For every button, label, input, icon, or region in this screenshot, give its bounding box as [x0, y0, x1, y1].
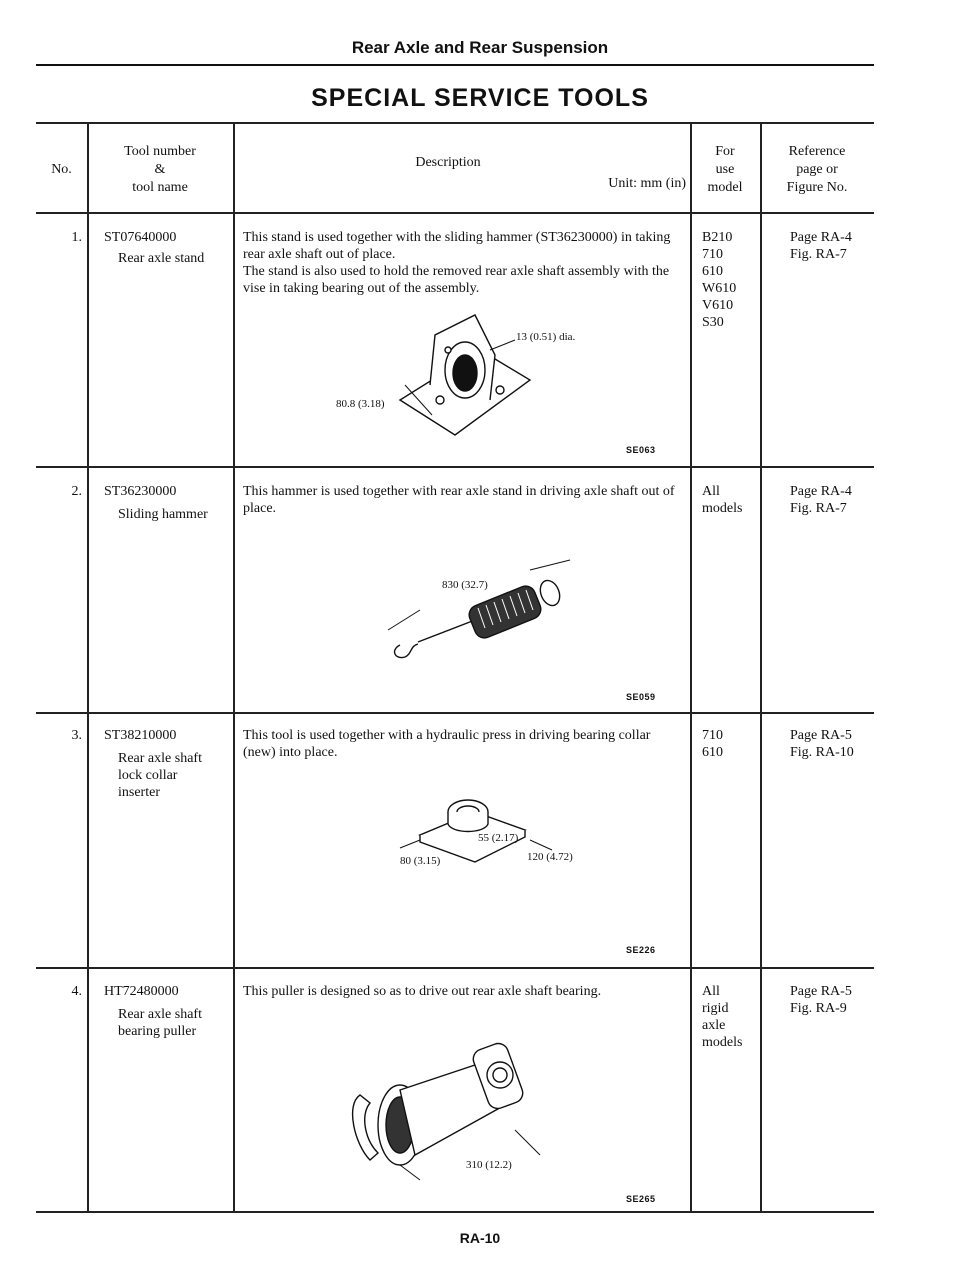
- col-header-reference: Reference page or Figure No.: [786, 144, 848, 195]
- header-rule: [36, 64, 874, 66]
- bearing-puller-illustration: [340, 1035, 560, 1185]
- tool-name: Sliding hammer: [118, 507, 208, 522]
- figure-code: SE059: [626, 692, 656, 702]
- use-models: All rigid axle models: [702, 984, 743, 1050]
- tool-description: This hammer is used together with rear axle stand in driving axle shaft out of place.: [243, 484, 675, 516]
- use-models: B210 710 610 W610 V610 S30: [702, 230, 737, 330]
- reference: Page RA-4 Fig. RA-7: [790, 230, 852, 262]
- reference: Page RA-5 Fig. RA-10: [790, 728, 854, 760]
- reference: Page RA-5 Fig. RA-9: [790, 984, 852, 1016]
- col-divider-4: [760, 122, 762, 1212]
- dimension-label: 80.8 (3.18): [336, 398, 385, 410]
- tool-number: ST07640000: [104, 230, 177, 245]
- dimension-label: 830 (32.7): [442, 579, 488, 591]
- row-rule-2: [36, 712, 874, 714]
- row-number: 3.: [71, 728, 82, 743]
- dimension-label: 310 (12.2): [466, 1159, 512, 1171]
- row-number: 2.: [71, 484, 82, 499]
- page-title: SPECIAL SERVICE TOOLS: [311, 84, 649, 112]
- tool-number: ST36230000: [104, 484, 177, 499]
- use-models: All models: [702, 484, 743, 516]
- tool-description: This tool is used together with a hydraulic press in driving bearing collar (new) into place.: [243, 728, 651, 760]
- reference: Page RA-4 Fig. RA-7: [790, 484, 852, 516]
- tool-number: HT72480000: [104, 984, 179, 999]
- table-top-rule: [36, 122, 874, 124]
- row-number: 4.: [71, 984, 82, 999]
- col-header-tool: Tool number & tool name: [124, 144, 196, 195]
- row-rule-3: [36, 967, 874, 969]
- row-number: 1.: [71, 230, 82, 245]
- sliding-hammer-illustration: [380, 560, 580, 670]
- tool-name: Rear axle shaft bearing puller: [118, 1007, 202, 1039]
- tool-name: Rear axle shaft lock collar inserter: [118, 751, 202, 800]
- page-number: RA-10: [459, 1230, 501, 1246]
- col-header-unit: Unit: mm (in): [608, 176, 686, 191]
- col-header-model: For use model: [707, 144, 743, 195]
- col-divider-2: [233, 122, 235, 1212]
- figure-code: SE226: [626, 945, 656, 955]
- col-divider-3: [690, 122, 692, 1212]
- dimension-label: 13 (0.51) dia.: [516, 331, 576, 343]
- dimension-label: 80 (3.15): [400, 855, 441, 867]
- tool-number: ST38210000: [104, 728, 177, 743]
- dimension-label: 120 (4.72): [527, 851, 573, 863]
- section-title: Rear Axle and Rear Suspension: [351, 38, 609, 57]
- tool-name: Rear axle stand: [118, 251, 205, 266]
- col-divider-1: [87, 122, 89, 1212]
- use-models: 710 610: [702, 728, 723, 760]
- tool-description: This stand is used together with the sliding hammer (ST36230000) in taking rear axle shaft out of place. The stand is also used to hold the removed rear axle shaft assembly with the vise in taking bearing out of the assembly.: [243, 230, 671, 296]
- table-bottom-rule: [36, 1211, 874, 1213]
- col-header-description: Description: [415, 155, 481, 170]
- figure-code: SE063: [626, 445, 656, 455]
- rear-axle-stand-illustration: [360, 305, 560, 445]
- dimension-label: 55 (2.17): [478, 832, 519, 844]
- figure-code: SE265: [626, 1194, 656, 1204]
- header-bottom-rule: [36, 212, 874, 214]
- col-header-no: No.: [51, 162, 72, 177]
- row-rule-1: [36, 466, 874, 468]
- tool-description: This puller is designed so as to drive out rear axle shaft bearing.: [243, 984, 602, 999]
